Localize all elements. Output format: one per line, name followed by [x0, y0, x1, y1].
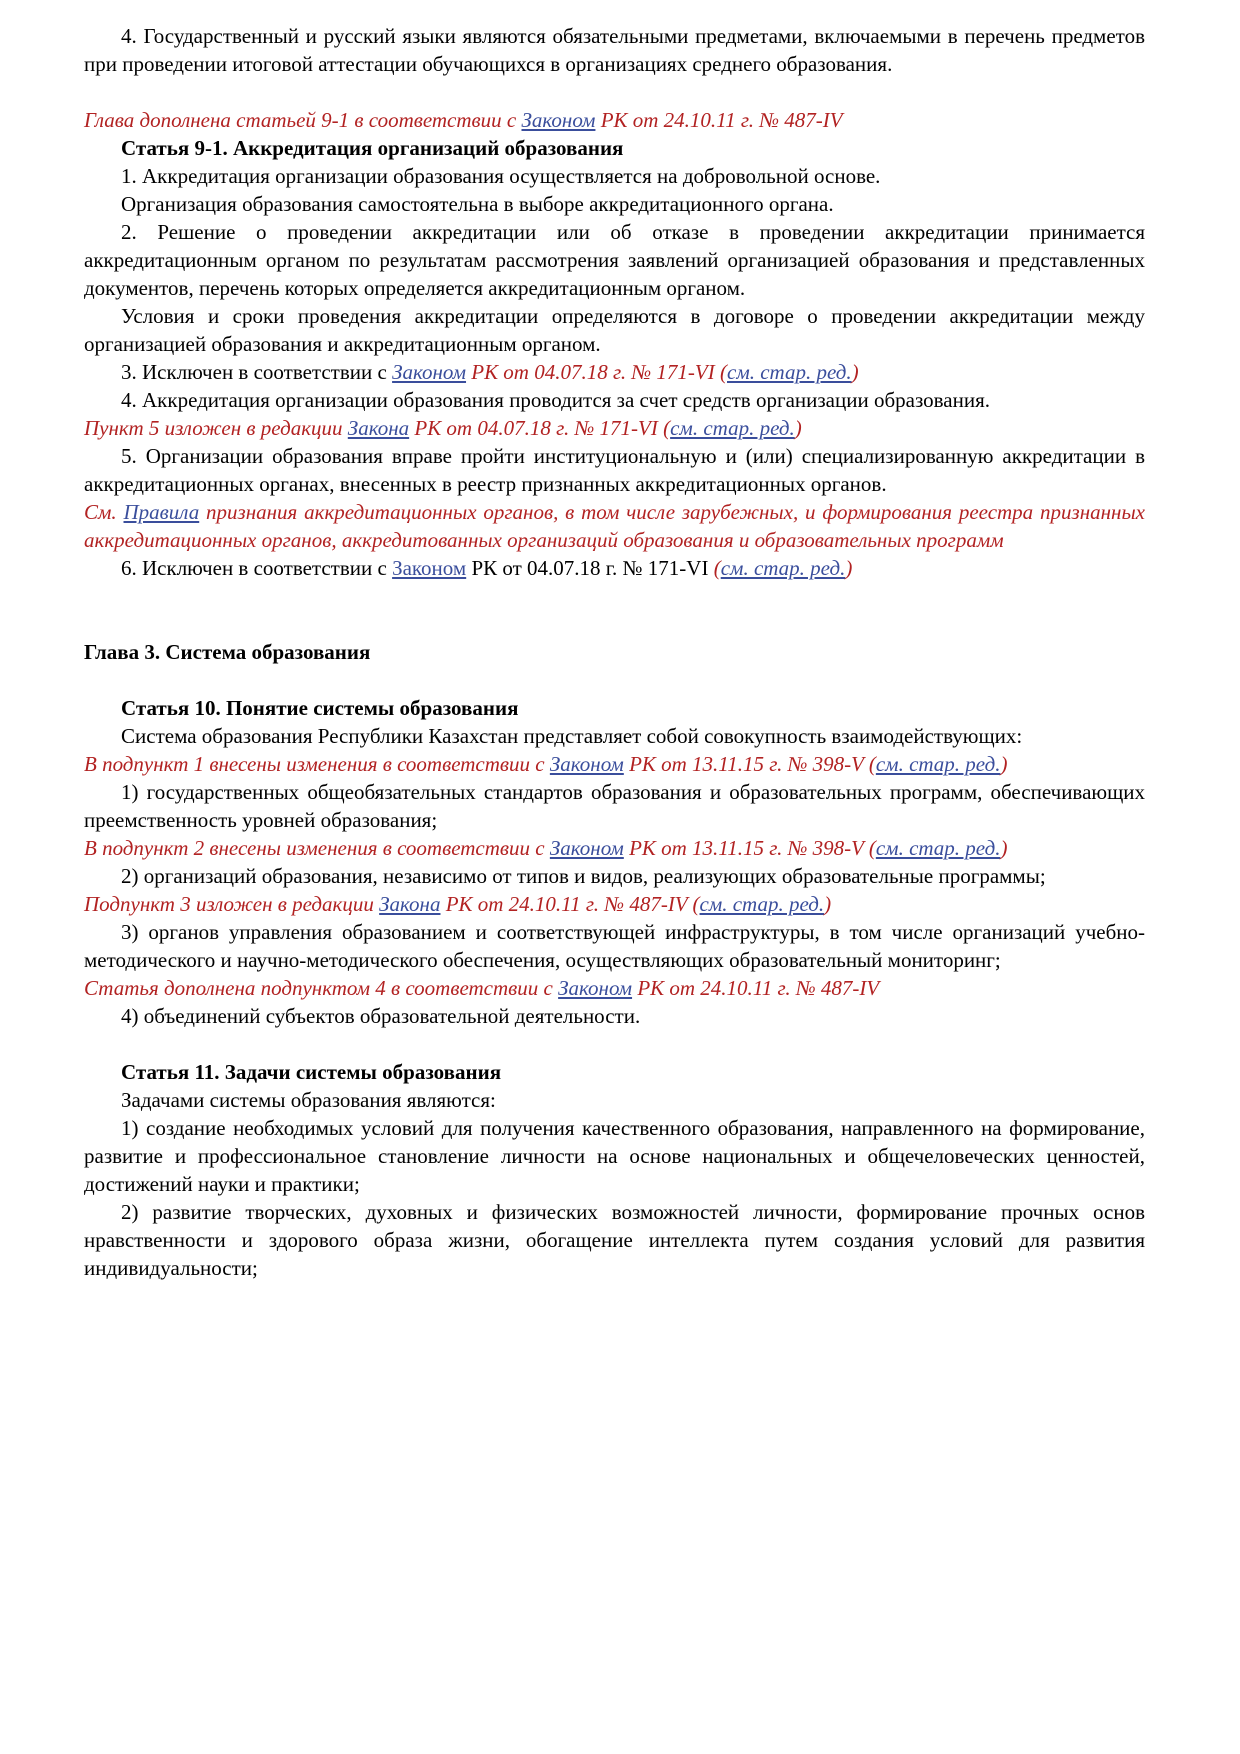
doc-link[interactable]: Правила [123, 500, 200, 524]
paragraph [84, 554, 1145, 582]
text-run: См. [84, 500, 124, 524]
text-run: ) [794, 416, 802, 440]
paragraph [84, 1114, 1151, 1198]
doc-link[interactable]: см. стар. ред. [727, 360, 852, 384]
article-heading [84, 694, 1145, 722]
amendment-note [84, 106, 1145, 134]
text-run: Организация образования самостоятельна в выборе аккредитационного органа. [121, 192, 834, 216]
text-run: Условия и сроки проведения аккредитации определяются в договоре о проведении аккредитации между организацией образования и аккредитационным органом. [84, 304, 1151, 356]
blank-line [84, 610, 1145, 638]
doc-link[interactable]: Закона [347, 416, 410, 440]
doc-link[interactable]: см. стар. ред. [875, 752, 1001, 776]
document-body [84, 22, 1151, 1282]
text-run: 5. Организации образования вправе пройти институциональную и (или) специализированную аккредитации в аккредитационных органах, внесенных в реестр признанных аккредитационных органов. [84, 444, 1151, 496]
doc-link[interactable]: Законом [549, 836, 624, 860]
blank-line [84, 78, 1145, 106]
text-run: Статья 11. Задачи системы образования [121, 1060, 502, 1084]
text-run: Статья 10. Понятие системы образования [121, 696, 519, 720]
text-run: В подпункт 1 внесены изменения в соответствии с [84, 752, 550, 776]
paragraph [84, 442, 1151, 498]
text-run: Задачами системы образования являются: [121, 1088, 496, 1112]
paragraph [84, 1086, 1145, 1114]
article-heading [84, 134, 1145, 162]
text-run: 6. Исключен в соответствии с [121, 556, 393, 580]
chapter-heading [84, 638, 1145, 666]
doc-link[interactable]: см. стар. ред. [670, 416, 795, 440]
paragraph [84, 190, 1145, 218]
text-run: РК от 13.11.15 г. № 398-V ( [623, 752, 876, 776]
text-run: ) [1000, 836, 1008, 860]
text-run: РК от 24.10.11 г. № 487-IV ( [440, 892, 700, 916]
paragraph [84, 302, 1151, 358]
text-run: РК от 13.11.15 г. № 398-V ( [623, 836, 876, 860]
text-run: ( [713, 556, 721, 580]
doc-link[interactable]: Закона [379, 892, 441, 916]
text-run: РК от 24.10.11 г. № 487-IV [595, 108, 843, 132]
amendment-note [84, 750, 1145, 778]
text-run: РК от 04.07.18 г. № 171-VI [466, 556, 714, 580]
text-run: В подпункт 2 внесены изменения в соответствии с [84, 836, 550, 860]
paragraph [84, 22, 1151, 78]
text-run: Пункт 5 изложен в редакции [84, 416, 348, 440]
text-run: 1) государственных общеобязательных стандартов образования и образовательных программ, обеспечивающих преемственность уровней образования; [84, 780, 1151, 832]
text-run: 2) развитие творческих, духовных и физических возможностей личности, формирование прочных основ нравственности и здорового образа жизни, обогащение интеллекта путем создания условий для развития индивидуальности; [84, 1200, 1151, 1280]
blank-line [84, 582, 1145, 610]
amendment-note [84, 890, 1145, 918]
text-run: 4. Аккредитация организации образования проводится за счет средств организации образования. [121, 388, 990, 412]
paragraph [84, 218, 1151, 302]
text-run: ) [824, 892, 832, 916]
amendment-note [84, 834, 1145, 862]
text-run: Глава дополнена статьей 9-1 в соответствии с [84, 108, 522, 132]
text-run: 4. Государственный и русский языки являются обязательными предметами, включаемыми в перечень предметов при проведении итоговой аттестации обучающихся в организациях среднего образования. [84, 24, 1151, 76]
paragraph [84, 778, 1151, 834]
paragraph [84, 162, 1145, 190]
text-run: ) [1000, 752, 1008, 776]
paragraph [84, 1198, 1151, 1282]
text-run: РК от 04.07.18 г. № 171-VI ( [409, 416, 671, 440]
doc-link[interactable]: Законом [392, 360, 467, 384]
blank-line [84, 666, 1145, 694]
amendment-note [84, 414, 1145, 442]
text-run: Глава 3. Система образования [84, 640, 371, 664]
text-run: РК от 04.07.18 г. № 171-VI ( [466, 360, 727, 384]
doc-link[interactable]: Законом [392, 556, 467, 580]
doc-link[interactable]: Законом [549, 752, 624, 776]
paragraph [84, 1002, 1145, 1030]
text-run: 3. Исключен в соответствии с [121, 360, 393, 384]
text-run: Статья дополнена подпунктом 4 в соответствии с [84, 976, 559, 1000]
text-run: 1) создание необходимых условий для получения качественного образования, направленного на формирование, развитие и профессиональное становление личности на основе национальных и общечеловеческих ценностей, достижений науки и практики; [84, 1116, 1151, 1196]
amendment-note [84, 974, 1145, 1002]
text-run: РК от 24.10.11 г. № 487-IV [632, 976, 880, 1000]
text-run: 2. Решение о проведении аккредитации или об отказе в проведении аккредитации принимается аккредитационным органом по результатам рассмотрения заявлений организацией образования и представленных документов, перечень которых определяется аккредитационным органом. [84, 220, 1151, 300]
doc-link[interactable]: см. стар. ред. [699, 892, 825, 916]
text-run: признания аккредитационных органов, в том числе зарубежных, и формирования реестра признанных аккредитационных органов, аккредитованных организаций образования и образовательных программ [84, 500, 1151, 552]
paragraph [84, 358, 1145, 386]
text-run: 1. Аккредитация организации образования осуществляется на добровольной основе. [121, 164, 881, 188]
text-run: 3) органов управления образованием и соответствующей инфраструктуры, в том числе организаций учебно-методического и научно-методического обеспечения, осуществляющих образовательный мониторинг; [84, 920, 1145, 972]
text-run: Подпункт 3 изложен в редакции [84, 892, 380, 916]
doc-link[interactable]: см. стар. ред. [875, 836, 1001, 860]
text-run: Статья 9-1. Аккредитация организаций образования [121, 136, 624, 160]
article-heading [84, 1058, 1145, 1086]
paragraph [84, 918, 1145, 974]
doc-link[interactable]: Законом [521, 108, 596, 132]
text-run: 2) организаций образования, независимо от типов и видов, реализующих образовательные программы; [121, 864, 1046, 888]
text-run: ) [851, 360, 859, 384]
doc-link[interactable]: см. стар. ред. [720, 556, 846, 580]
paragraph [84, 386, 1145, 414]
paragraph [84, 722, 1145, 750]
text-run: 4) объединений субъектов образовательной деятельности. [121, 1004, 641, 1028]
amendment-note [84, 498, 1151, 554]
doc-link[interactable]: Законом [558, 976, 633, 1000]
blank-line [84, 1030, 1145, 1058]
text-run: Система образования Республики Казахстан представляет собой совокупность взаимодействующих: [121, 724, 1023, 748]
paragraph [84, 862, 1145, 890]
text-run: ) [845, 556, 853, 580]
